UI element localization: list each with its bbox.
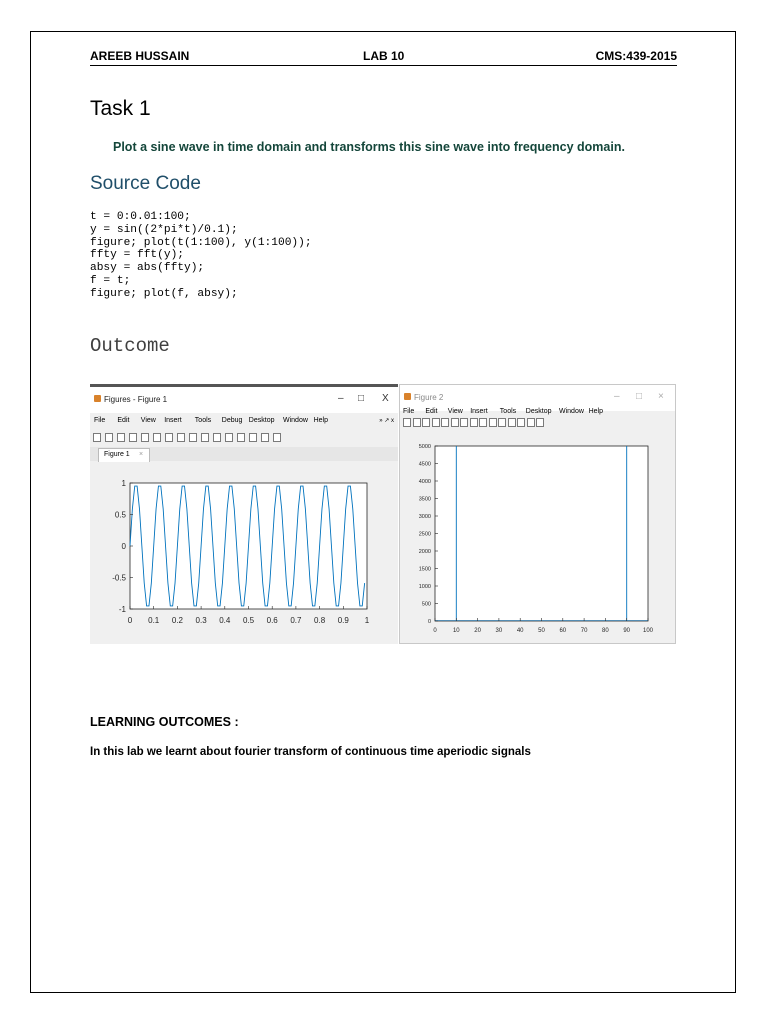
y-tick-label: 0	[427, 619, 431, 625]
menu-item-tools[interactable]: Tools	[499, 408, 517, 415]
x-tick-label: 0	[433, 628, 437, 634]
menu-item-file[interactable]: File	[403, 408, 415, 415]
figure1-window	[90, 384, 398, 644]
toolbar-tool-icon[interactable]	[403, 418, 411, 427]
figure1-toolbar	[90, 430, 398, 446]
code-line: f = t;	[90, 274, 131, 287]
menu-item-desktop[interactable]: Desktop	[248, 417, 275, 424]
x-tick-label: 80	[602, 628, 609, 634]
figure2-title: Figure 2	[414, 393, 444, 402]
toolbar-tool-icon[interactable]	[536, 418, 544, 427]
x-tick-label: 100	[642, 628, 654, 634]
toolbar-tool-icon[interactable]	[508, 418, 516, 427]
y-tick-label: 500	[421, 601, 431, 608]
figure1-menubar	[90, 414, 398, 428]
toolbar-tool-icon[interactable]	[479, 418, 487, 427]
toolbar-tool-icon[interactable]	[201, 433, 209, 442]
figure1-axes	[90, 461, 398, 644]
menu-item-window[interactable]: Window	[283, 417, 308, 424]
y-tick-label: -1	[118, 605, 126, 614]
toolbar-tool-icon[interactable]	[189, 433, 197, 442]
tab-figure1[interactable]	[98, 448, 150, 462]
code-block	[90, 211, 312, 301]
menu-item-view[interactable]: View	[447, 408, 463, 415]
code-line: ffty = fft(y);	[90, 249, 184, 262]
y-tick-label: 1000	[418, 584, 431, 590]
x-tick-label: 1	[364, 616, 370, 625]
figure2-axes	[400, 431, 676, 644]
menu-item-edit[interactable]: Edit	[425, 408, 438, 415]
page-header	[90, 49, 677, 66]
toolbar-tool-icon[interactable]	[517, 418, 525, 427]
y-tick-label: 0.5	[114, 510, 126, 520]
menu-item-desktop[interactable]: Desktop	[525, 408, 552, 415]
code-line: t = 0:0.01:100;	[90, 211, 191, 223]
toolbar-tool-icon[interactable]	[489, 418, 497, 427]
maximize-button[interactable]: □	[358, 393, 365, 404]
menu-item-help[interactable]: Help	[313, 417, 328, 424]
x-tick-label: 0.9	[337, 616, 349, 625]
toolbar-tool-icon[interactable]	[105, 433, 113, 442]
figure2-window	[399, 384, 676, 644]
task-title: Task 1	[90, 97, 151, 120]
toolbar-tool-icon[interactable]	[498, 418, 506, 427]
header-author: AREEB HUSSAIN	[90, 49, 190, 63]
x-tick-label: 20	[474, 628, 481, 634]
toolbar-tool-icon[interactable]	[153, 433, 161, 442]
learning-outcomes-text: In this lab we learnt about fourier transform of continuous time aperiodic signals	[90, 746, 531, 758]
task-description: Plot a sine wave in time domain and transforms this sine wave into frequency domain.	[113, 140, 625, 154]
x-tick-label: 10	[452, 628, 460, 634]
matlab-icon	[404, 393, 411, 400]
toolbar-tool-icon[interactable]	[177, 433, 185, 442]
toolbar-tool-icon[interactable]	[441, 418, 449, 427]
y-tick-label: 0	[121, 542, 126, 551]
toolbar-tool-icon[interactable]	[527, 418, 535, 427]
toolbar-tool-icon[interactable]	[273, 433, 281, 442]
y-tick-label: 2000	[418, 549, 431, 555]
menu-item-window[interactable]: Window	[559, 408, 584, 415]
x-tick-label: 0.1	[148, 616, 160, 625]
toolbar-tool-icon[interactable]	[249, 433, 257, 442]
x-tick-label: 40	[516, 628, 524, 634]
y-tick-label: 5000	[418, 444, 431, 450]
code-line: y = sin((2*pi*t)/0.1);	[90, 223, 238, 236]
x-tick-label: 30	[495, 628, 503, 634]
x-tick-label: 70	[580, 628, 588, 634]
header-cms: CMS:439-2015	[595, 49, 677, 63]
toolbar-tool-icon[interactable]	[129, 433, 137, 442]
tab-figure1-label: Figure 1	[104, 451, 130, 458]
source-code-heading: Source Code	[90, 173, 201, 194]
y-tick-label: 3500	[418, 496, 431, 503]
menu-item-file[interactable]: File	[94, 417, 106, 424]
menu-item-insert[interactable]: Insert	[470, 408, 488, 415]
maximize-button[interactable]: □	[636, 391, 643, 402]
minimize-button[interactable]: –	[614, 391, 620, 402]
plot-area	[435, 446, 648, 621]
x-tick-label: 0.7	[290, 616, 302, 625]
toolbar-tool-icon[interactable]	[141, 433, 149, 442]
toolbar-tool-icon[interactable]	[165, 433, 173, 442]
header-lab: LAB 10	[363, 49, 405, 63]
code-line: figure; plot(f, absy);	[90, 287, 238, 300]
x-tick-label: 0.4	[219, 616, 231, 625]
y-tick-label: -0.5	[112, 573, 126, 583]
toolbar-tool-icon[interactable]	[261, 433, 269, 442]
x-tick-label: 0.5	[242, 616, 255, 625]
y-tick-label: 2500	[418, 531, 431, 538]
x-tick-label: 50	[538, 628, 545, 634]
matlab-icon	[94, 395, 101, 402]
toolbar-tool-icon[interactable]	[237, 433, 245, 442]
menu-item-help[interactable]: Help	[588, 408, 603, 415]
figure1-title: Figures - Figure 1	[104, 395, 168, 404]
minimize-button[interactable]: –	[338, 393, 344, 404]
y-tick-label: 1	[121, 479, 126, 488]
toolbar-tool-icon[interactable]	[93, 433, 101, 442]
toolbar-tool-icon[interactable]	[432, 418, 440, 427]
toolbar-tool-icon[interactable]	[225, 433, 233, 442]
tab-close-icon[interactable]: ×	[139, 451, 144, 458]
y-tick-label: 1500	[418, 566, 431, 573]
menu-item-debug[interactable]: Debug	[221, 417, 243, 424]
outcome-heading: Outcome	[90, 335, 170, 357]
toolbar-tool-icon[interactable]	[470, 418, 478, 427]
toolbar-tool-icon[interactable]	[451, 418, 459, 427]
code-line: figure; plot(t(1:100), y(1:100));	[90, 236, 312, 249]
figure1-titlebar	[90, 387, 398, 413]
close-button[interactable]: X	[382, 393, 389, 404]
close-button[interactable]: ×	[658, 391, 664, 402]
menu-item-edit[interactable]: Edit	[117, 417, 130, 424]
learning-outcomes-heading: LEARNING OUTCOMES :	[90, 715, 239, 729]
toolbar-tool-icon[interactable]	[117, 433, 125, 442]
toolbar-tool-icon[interactable]	[213, 433, 221, 442]
dock-controls[interactable]: » ↗ x	[379, 418, 394, 424]
toolbar-tool-icon[interactable]	[413, 418, 421, 427]
figure1-tabstrip	[90, 447, 398, 461]
x-tick-label: 90	[623, 628, 631, 634]
toolbar-tool-icon[interactable]	[460, 418, 468, 427]
toolbar-tool-icon[interactable]	[422, 418, 430, 427]
x-tick-label: 0.2	[171, 616, 183, 625]
x-tick-label: 0.8	[314, 616, 326, 625]
y-tick-label: 3000	[418, 514, 431, 520]
y-tick-label: 4000	[418, 479, 431, 485]
x-tick-label: 0.3	[195, 616, 207, 625]
x-tick-label: 60	[559, 628, 567, 634]
menu-item-view[interactable]: View	[140, 417, 156, 424]
code-line: absy = abs(ffty);	[90, 262, 205, 275]
menu-item-tools[interactable]: Tools	[194, 417, 212, 424]
x-tick-label: 0.6	[266, 616, 278, 625]
figure2-toolbar	[400, 415, 675, 431]
menu-item-insert[interactable]: Insert	[164, 417, 182, 424]
x-tick-label: 0	[127, 616, 133, 625]
y-tick-label: 4500	[418, 461, 431, 468]
